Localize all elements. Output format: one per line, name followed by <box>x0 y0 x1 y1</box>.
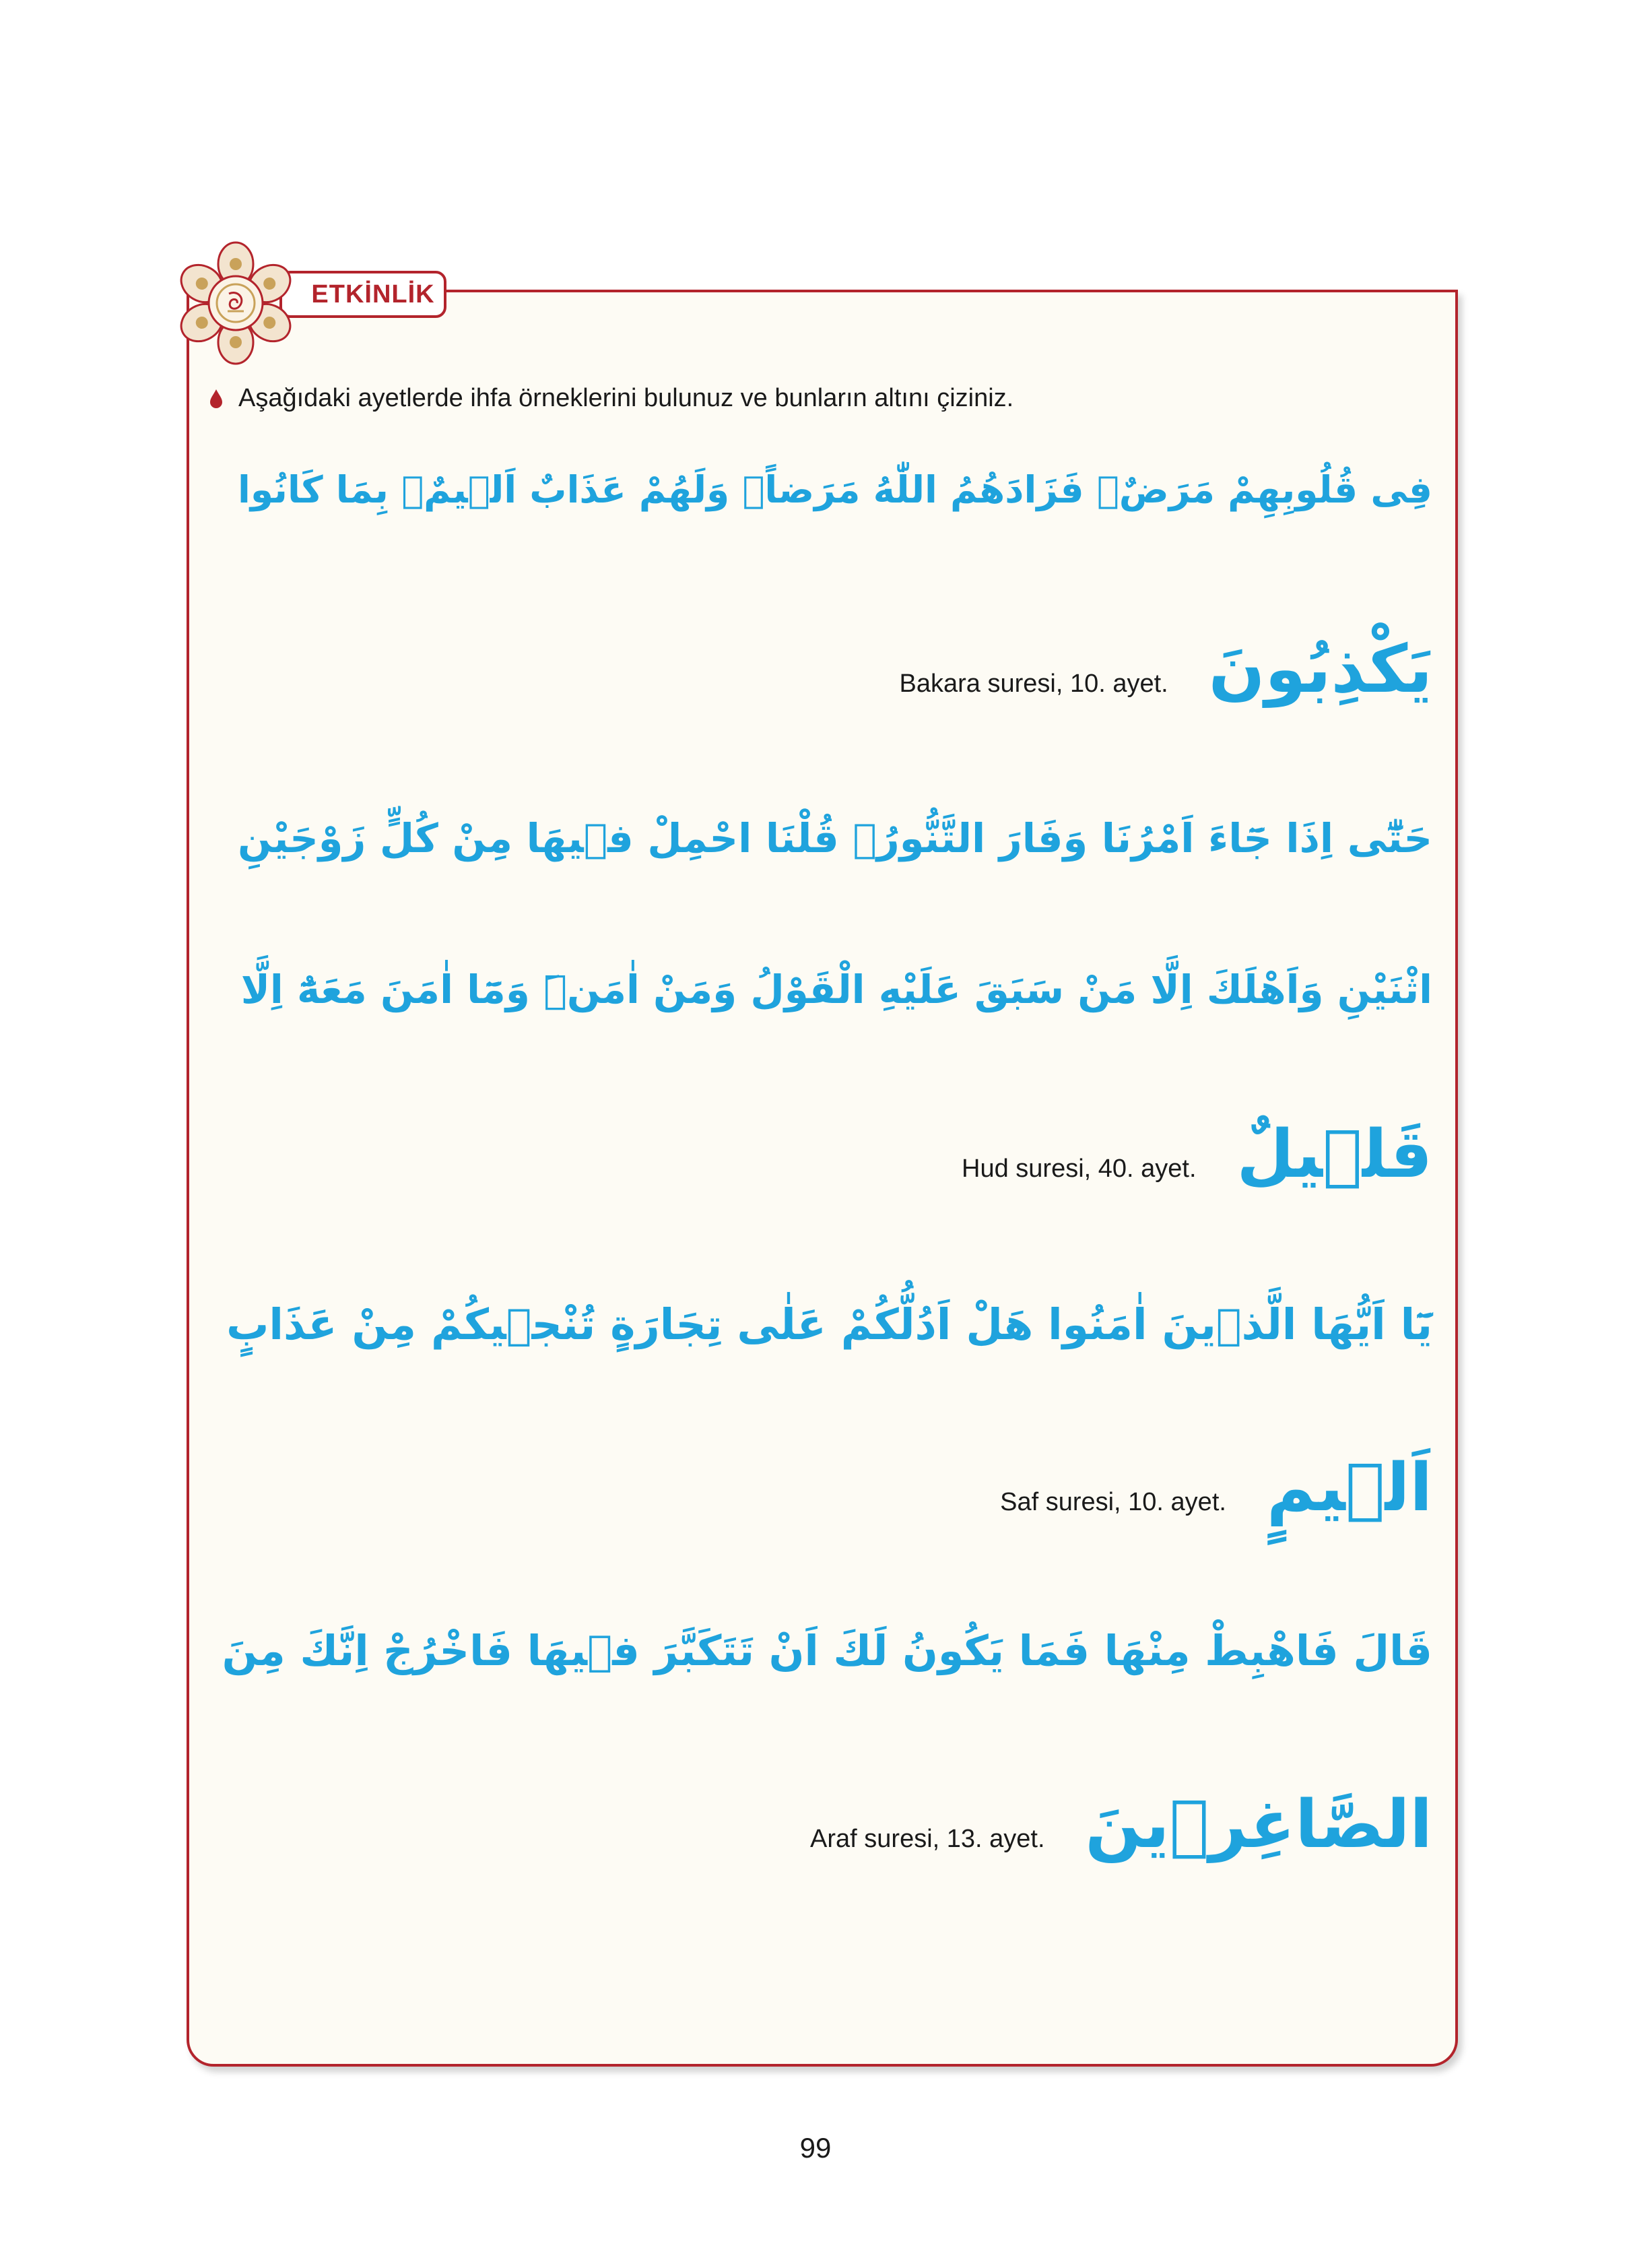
verse-2-line-2: اثْنَيْنِ وَاَهْلَكَ اِلَّا مَنْ سَبَقَ عَلَيْهِ الْقَوْلُ وَمَنْ اٰمَنَۜ وَمَٓا اٰمَنَ مَعَهُٓ اِلَّا <box>240 967 1432 1012</box>
verse-2-line-1: حَتّٰٓى اِذَا جَٓاءَ اَمْرُنَا وَفَارَ التَّنُّورُۙ قُلْنَا احْمِلْ ف۪يهَا مِنْ كُلٍّ زَوْجَيْنِ <box>238 815 1432 862</box>
verse-3-last-row <box>1000 1450 1432 1526</box>
drop-bullet-icon <box>209 389 224 409</box>
activity-label-tag <box>279 271 446 318</box>
verse-2-last-line: قَل۪يلٌ <box>1236 1116 1432 1193</box>
verse-3-last-line: اَل۪يمٍ <box>1266 1450 1432 1526</box>
verse-1-reference: Bakara suresi, 10. ayet. <box>899 670 1168 698</box>
verse-1-line-1: فِى قُلُوبِهِمْ مَرَضٌۙ فَزَادَهُمُ اللّٰهُ مَرَضاًۚ وَلَهُمْ عَذَابٌ اَل۪يمٌۙ بِمَا كَانُوا <box>237 468 1432 511</box>
instruction-text: Aşağıdaki ayetlerde ihfa örneklerini bulunuz ve bunların altını çiziniz. <box>238 384 1014 412</box>
verse-4-line-1: قَالَ فَاهْبِطْ مِنْهَا فَمَا يَكُونُ لَكَ اَنْ تَتَكَبَّرَ ف۪يهَا فَاخْرُجْ اِنَّكَ مِنَ <box>222 1626 1432 1675</box>
verse-4-reference: Araf suresi, 13. ayet. <box>810 1825 1045 1853</box>
verse-4-last-row <box>810 1786 1432 1863</box>
instruction <box>209 384 1013 413</box>
verse-1-last-row <box>899 631 1433 708</box>
verse-2-last-row <box>962 1116 1432 1193</box>
rosette-ornament-icon <box>172 239 300 367</box>
verse-2-reference: Hud suresi, 40. ayet. <box>962 1155 1197 1183</box>
verse-3-line-1: يَٓا اَيُّهَا الَّذ۪ينَ اٰمَنُوا هَلْ اَدُلُّكُمْ عَلٰى تِجَارَةٍ تُنْج۪يكُمْ مِنْ عَذَابٍ <box>226 1300 1432 1349</box>
page-number: 99 <box>799 2132 832 2164</box>
verse-1-last-line: يَكْذِبُونَ <box>1208 631 1432 708</box>
activity-label: ETKİNLİK <box>311 280 435 309</box>
verse-3-reference: Saf suresi, 10. ayet. <box>1000 1488 1226 1516</box>
verse-4-last-line: الصَّاغِر۪ينَ <box>1085 1786 1432 1863</box>
